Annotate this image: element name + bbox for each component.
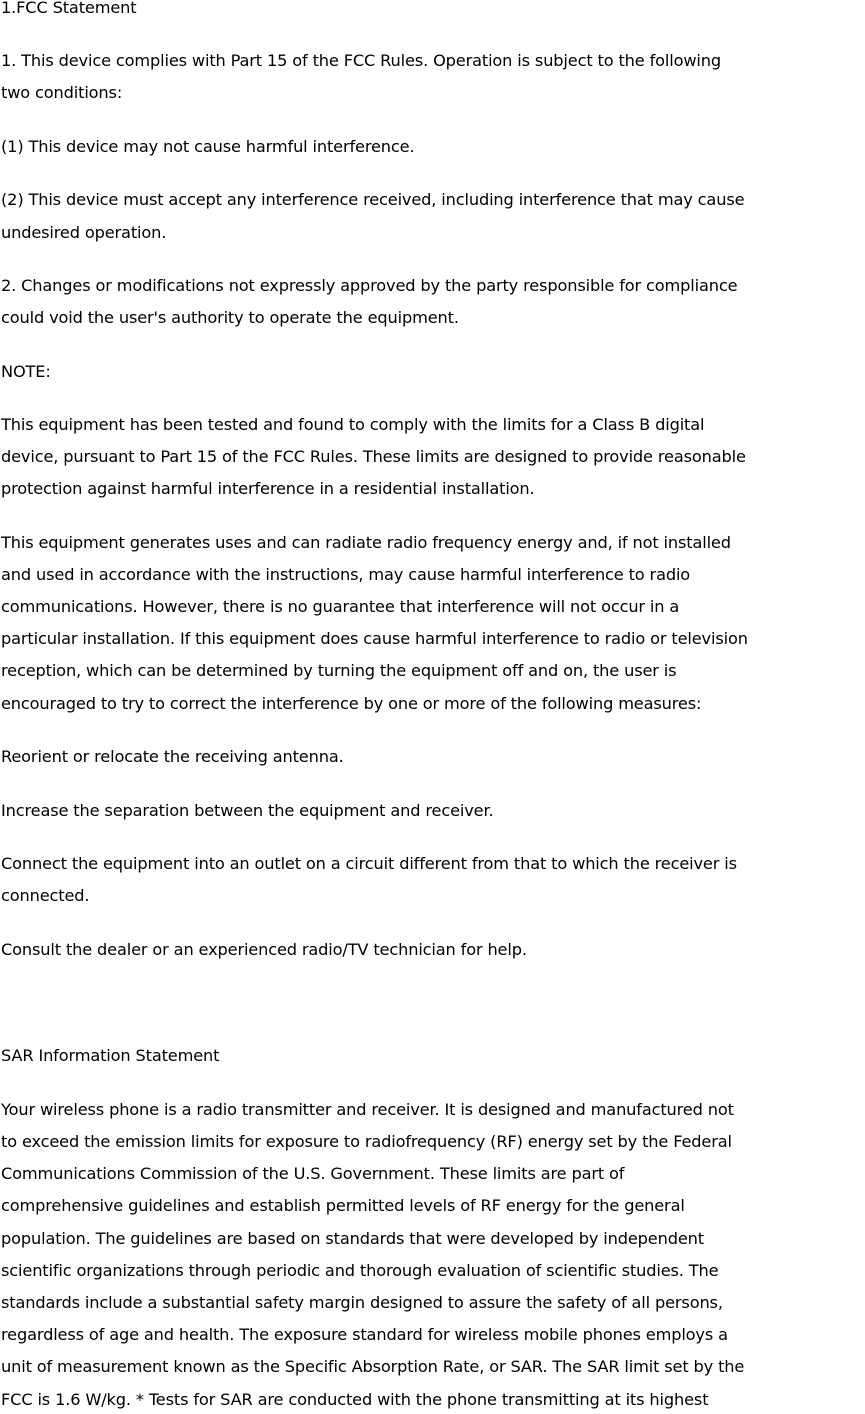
- text-line: Connect the equipment into an outlet on a circuit different from that to which the receiver is: [1, 854, 737, 873]
- text-line: NOTE:: [1, 362, 51, 381]
- text-line: scientific organizations through periodic and thorough evaluation of scientific studies. The: [1, 1261, 719, 1280]
- text-line: device, pursuant to Part 15 of the FCC Rules. These limits are designed to provide reasonable: [1, 447, 746, 466]
- text-line: 1.FCC Statement: [1, 0, 137, 17]
- text-line: undesired operation.: [1, 223, 167, 242]
- text-line: Communications Commission of the U.S. Government. These limits are part of: [1, 1164, 625, 1183]
- text-line: regardless of age and health. The exposure standard for wireless mobile phones employs a: [1, 1325, 728, 1344]
- text-line: Consult the dealer or an experienced radio/TV technician for help.: [1, 940, 527, 959]
- text-line: population. The guidelines are based on standards that were developed by independent: [1, 1229, 704, 1248]
- text-line: Reorient or relocate the receiving antenna.: [1, 747, 344, 766]
- text-line: unit of measurement known as the Specific Absorption Rate, or SAR. The SAR limit set by the: [1, 1357, 745, 1376]
- text-line: Increase the separation between the equipment and receiver.: [1, 801, 494, 820]
- text-line: particular installation. If this equipment does cause harmful interference to radio or television: [1, 629, 748, 648]
- text-line: communications. However, there is no guarantee that interference will not occur in a: [1, 597, 680, 616]
- text-line: Your wireless phone is a radio transmitter and receiver. It is designed and manufactured not: [1, 1100, 734, 1119]
- text-line: protection against harmful interference in a residential installation.: [1, 479, 535, 498]
- text-line: This equipment has been tested and found to comply with the limits for a Class B digital: [1, 415, 705, 434]
- text-line: 2. Changes or modifications not expressly approved by the party responsible for compliance: [1, 276, 738, 295]
- text-line: standards include a substantial safety margin designed to assure the safety of all persons,: [1, 1293, 723, 1312]
- text-line: two conditions:: [1, 83, 123, 102]
- text-line: FCC is 1.6 W/kg. * Tests for SAR are conducted with the phone transmitting at its highest: [1, 1390, 709, 1409]
- text-line: reception, which can be determined by turning the equipment off and on, the user is: [1, 661, 677, 680]
- text-line: 1. This device complies with Part 15 of the FCC Rules. Operation is subject to the following: [1, 51, 722, 70]
- text-line: (2) This device must accept any interference received, including interference that may cause: [1, 190, 745, 209]
- text-line: connected.: [1, 886, 90, 905]
- text-line: SAR Information Statement: [1, 1046, 220, 1065]
- text-line: comprehensive guidelines and establish permitted levels of RF energy for the general: [1, 1196, 685, 1215]
- text-line: encouraged to try to correct the interference by one or more of the following measures:: [1, 694, 702, 713]
- text-line: to exceed the emission limits for exposure to radiofrequency (RF) energy set by the Federal: [1, 1132, 732, 1151]
- text-line: (1) This device may not cause harmful interference.: [1, 137, 415, 156]
- text-line: and used in accordance with the instructions, may cause harmful interference to radio: [1, 565, 691, 584]
- text-line: could void the user's authority to operate the equipment.: [1, 308, 459, 327]
- text-line: This equipment generates uses and can radiate radio frequency energy and, if not installed: [1, 533, 731, 552]
